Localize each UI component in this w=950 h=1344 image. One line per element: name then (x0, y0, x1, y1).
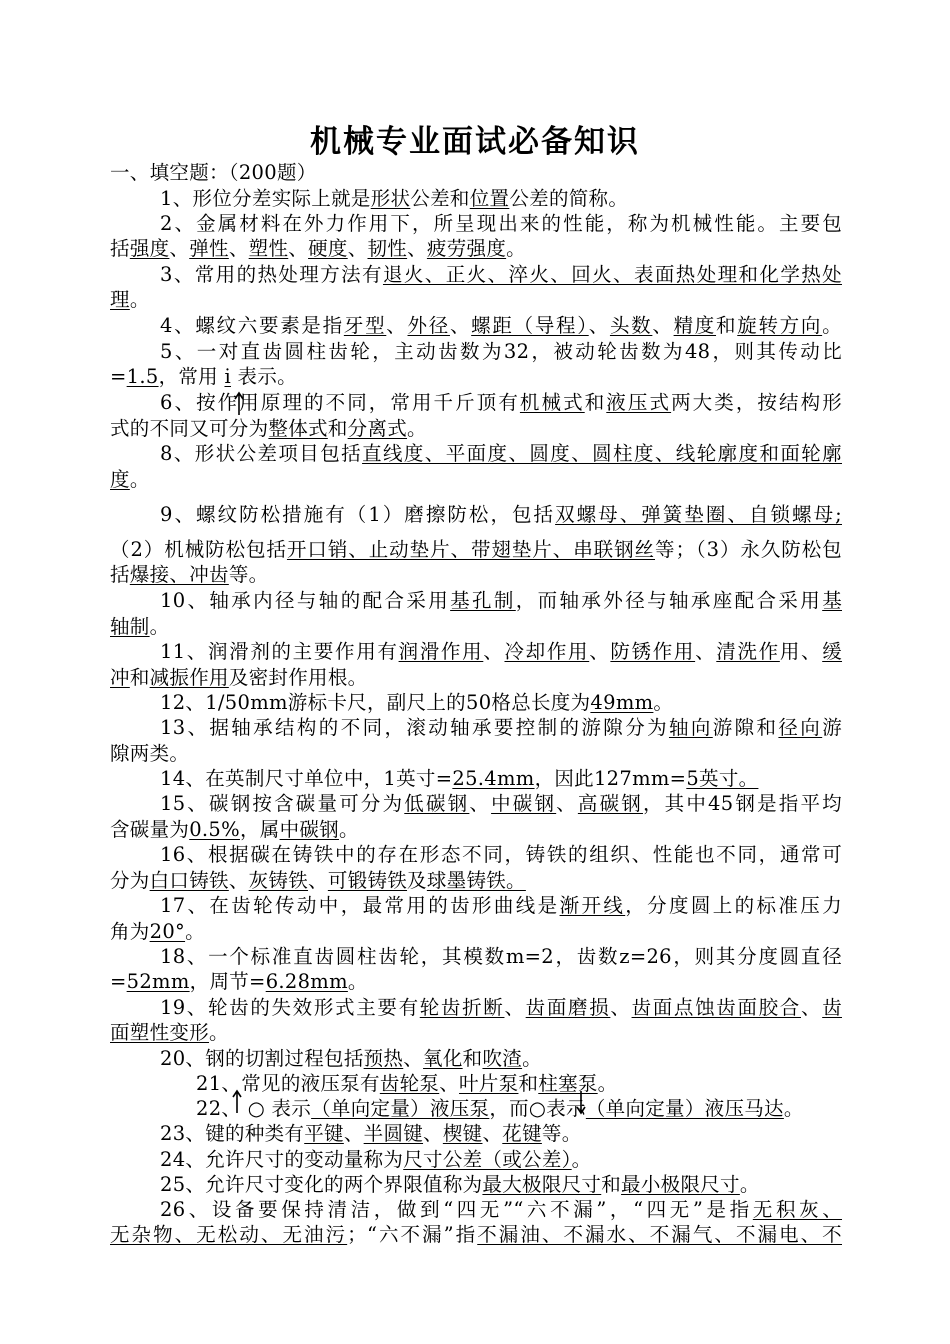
underlined-answer: 球墨铸铁。 (426, 869, 526, 892)
text-line (160, 944, 842, 970)
text-segment: 、 (504, 996, 526, 1019)
underlined-answer: 楔键 (442, 1122, 483, 1145)
text-line (160, 390, 842, 416)
text-segment: 和 (327, 417, 348, 440)
text-segment: 。 (407, 417, 427, 440)
text-segment: 。 (338, 818, 359, 841)
text-segment: 、 (228, 869, 249, 892)
text-segment: 。 (185, 920, 205, 943)
text-line (160, 1197, 842, 1223)
underlined-answer: 旋转方向 (737, 314, 823, 337)
text-line (160, 893, 842, 919)
underlined-answer: 52mm (126, 970, 190, 993)
text-segment: 。 (571, 1148, 592, 1171)
text-segment: 、 (482, 1122, 503, 1145)
text-segment: 12、1/50mm游标卡尺，副尺上的50格总长度为 (160, 691, 591, 714)
text-segment: = (110, 365, 127, 388)
underlined-answer: 5英寸。 (686, 767, 759, 790)
underlined-answer: 弹性 (189, 237, 229, 260)
text-line (160, 186, 842, 212)
text-segment: 括 (110, 563, 130, 586)
underlined-answer: 预热 (363, 1047, 404, 1070)
text-segment: 23、键的种类有 (160, 1122, 305, 1145)
underlined-answer: 白口铸铁 (149, 869, 229, 892)
underlined-answer: 49mm (590, 691, 654, 714)
text-line (160, 211, 842, 237)
text-segment: 括 (110, 237, 130, 260)
text-segment: 15、碳钢按含碳量可分为 (160, 792, 405, 815)
text-segment: 游 (822, 716, 842, 739)
text-segment: 、 (483, 640, 505, 663)
text-segment: 含碳量为 (110, 818, 190, 841)
text-line (160, 842, 842, 868)
text-segment: 、 (403, 1047, 424, 1070)
text-segment: 21、常见的液压泵有 (196, 1072, 380, 1095)
underlined-answer: （单向定量）液压马达 (585, 1097, 784, 1120)
text-segment: 、 (801, 996, 823, 1019)
underlined-answer: 吹渣 (482, 1047, 523, 1070)
underlined-answer: 齿面点蚀齿面胶合 (631, 996, 801, 1019)
text-segment: 两大类，按结构形 (671, 391, 842, 414)
underlined-answer: 0.5% (189, 818, 240, 841)
underlined-answer: 尺寸公差（或公差） (403, 1148, 572, 1171)
text-segment: 26、设备要保持清洁，做到“四无”“六不漏”，“四无”是指 (160, 1198, 753, 1221)
underlined-answer: 轴制 (110, 615, 150, 638)
underlined-answer: 不漏油、不漏水、不漏气、不漏电、不 (477, 1223, 842, 1246)
underlined-answer: 润滑作用 (398, 640, 484, 663)
text-segment: 等。 (541, 1122, 582, 1145)
text-segment: 9、螺纹防松措施有（1）磨擦防松，包括 (160, 503, 556, 526)
underlined-answer: 缓 (822, 640, 843, 663)
text-line (196, 1096, 842, 1122)
text-segment: ，周节= (189, 970, 266, 993)
text-line (110, 537, 842, 563)
underlined-answer: 外径 (407, 314, 450, 337)
underlined-answer: 25.4mm (452, 767, 535, 790)
text-segment: 25、允许尺寸变化的两个界限值称为 (160, 1173, 483, 1196)
underlined-answer: 中碳钢 (491, 792, 557, 815)
text-segment: 。 (739, 1173, 760, 1196)
text-segment: 17、在齿轮传动中，最常用的齿形曲线是 (160, 894, 560, 917)
text-segment: 14、在英制尺寸单位中，1英寸= (160, 767, 453, 790)
text-segment: 式的不同又可分为 (110, 417, 269, 440)
underlined-answer: 退火、正火、淬火、回火、表面热处理和化学热处 (382, 263, 842, 286)
text-line (160, 262, 842, 288)
text-segment: 2、金属材料在外力作用下，所呈现出来的性能，称为机械性能。主要包 (160, 212, 842, 235)
text-line (160, 502, 842, 528)
text-line (160, 1172, 842, 1198)
text-segment: 。 (129, 288, 150, 311)
underlined-answer: 无积灰、 (752, 1198, 843, 1221)
text-segment: 、 (695, 640, 717, 663)
underlined-answer: 硬度 (308, 237, 348, 260)
underlined-answer: 塑性 (248, 237, 289, 260)
text-line (110, 1222, 842, 1248)
text-line (110, 868, 842, 894)
underlined-answer: 韧性 (367, 237, 408, 260)
text-segment: 隙两类。 (110, 742, 190, 765)
text-segment: ，其中45钢是指平均 (642, 792, 842, 815)
underlined-answer: 度 (110, 468, 130, 491)
text-segment: 3、常用的热处理方法有 (160, 263, 383, 286)
underlined-answer: （单向定量）液压泵 (311, 1097, 490, 1120)
underlined-answer: 最小极限尺寸 (621, 1173, 740, 1196)
text-segment: 8、形状公差项目包括 (160, 442, 363, 465)
text-line (110, 665, 842, 691)
text-line (160, 639, 842, 665)
text-segment: 和 (129, 666, 150, 689)
text-line (160, 995, 842, 1021)
text-line (110, 287, 842, 313)
text-segment: 。 (347, 970, 368, 993)
text-segment: 16、根据碳在铸铁中的存在形态不同，铸铁的组织、性能也不同，通常可 (160, 843, 842, 866)
underlined-answer: 6.28mm (265, 970, 348, 993)
text-segment: ，而○表示 (489, 1097, 586, 1120)
text-line (196, 1071, 842, 1097)
underlined-answer: i (224, 365, 232, 388)
text-segment: 20、钢的切割过程包括 (160, 1047, 364, 1070)
text-segment: 4、螺纹六要素是指 (160, 314, 344, 337)
text-segment: 。 (129, 468, 150, 491)
text-segment: 和 (518, 1072, 539, 1095)
underlined-answer: 1.5 (126, 365, 159, 388)
underlined-answer: 面塑性变形 (110, 1021, 210, 1044)
text-segment: 、 (588, 314, 610, 337)
text-line (110, 919, 842, 945)
text-line (160, 1046, 842, 1072)
text-segment: 、 (308, 869, 328, 892)
text-segment: 24、允许尺寸的变动量称为 (160, 1148, 404, 1171)
text-segment: 游隙和 (712, 716, 779, 739)
underlined-answer: 分离式 (347, 417, 408, 440)
text-segment: 公差的简称。 (509, 187, 629, 210)
text-segment: 和 (716, 314, 738, 337)
text-line (160, 339, 842, 365)
text-segment: 角为 (110, 920, 150, 943)
text-segment: 及密封作用根。 (228, 666, 368, 689)
text-segment: 、 (439, 1072, 460, 1095)
text-line (110, 1020, 842, 1046)
text-segment: 18、一个标准直齿圆柱齿轮，其模数m=2，齿数z=26，则其分度圆直径 (160, 945, 842, 968)
underlined-answer: 中碳钢 (279, 818, 339, 841)
text-segment: 。 (653, 691, 674, 714)
text-segment: （2）机械防松包括 (110, 538, 287, 561)
text-line (160, 588, 842, 614)
text-segment: 、 (652, 314, 674, 337)
text-line (160, 791, 842, 817)
text-segment: 。 (597, 1072, 618, 1095)
text-segment: 及 (407, 869, 427, 892)
text-segment: 5、一对直齿圆柱齿轮，主动齿数为32，被动轮齿数为48，则其传动比 (160, 340, 842, 363)
text-line (160, 715, 842, 741)
underlined-answer: 半圆键 (363, 1122, 424, 1145)
text-segment: ，常用 (158, 365, 225, 388)
text-segment: 、 (423, 1122, 443, 1145)
text-segment: ，分度圆上的标准压力 (625, 894, 842, 917)
text-line (110, 467, 842, 493)
text-segment: 。 (209, 1021, 229, 1044)
text-line (110, 364, 842, 390)
underlined-answer: 牙型 (343, 314, 387, 337)
text-segment: 、 (449, 314, 472, 337)
underlined-answer: 氧化 (423, 1047, 463, 1070)
text-segment: 、 (386, 314, 408, 337)
underlined-answer: 疲劳强度 (426, 237, 507, 260)
text-segment: 和 (601, 1173, 622, 1196)
text-segment: 等。 (228, 563, 269, 586)
underlined-answer: 齿面磨损 (525, 996, 611, 1019)
text-segment: 。 (522, 1047, 542, 1070)
underlined-answer: 冲 (110, 666, 130, 689)
text-segment: = (110, 970, 127, 993)
underlined-answer: 高碳钢 (577, 792, 643, 815)
underlined-answer: 防锈作用 (610, 640, 696, 663)
text-segment: 、 (228, 237, 249, 260)
underlined-answer: 开口销、止动垫片、带翅垫片、串联钢丝 (286, 538, 655, 561)
underlined-answer: 可锻铸铁 (327, 869, 408, 892)
text-segment: ，因此127mm= (534, 767, 687, 790)
underlined-answer: 整体式 (268, 417, 328, 440)
text-segment: 。 (506, 237, 526, 260)
underlined-answer: 20° (149, 920, 186, 943)
text-segment: 。 (783, 1097, 804, 1120)
underlined-answer: 液压式 (606, 391, 672, 414)
text-line (160, 766, 842, 792)
underlined-answer: 基孔制 (450, 589, 516, 612)
underlined-answer: 冷却作用 (504, 640, 590, 663)
underlined-answer: 径向 (778, 716, 823, 739)
underlined-answer: 渐开线 (559, 894, 626, 917)
text-segment: 22、 ○ 表示 (196, 1097, 312, 1120)
underlined-answer: 叶片泵 (459, 1072, 519, 1095)
document-title: 机械专业面试必备知识 (310, 124, 640, 160)
text-line (110, 236, 842, 262)
text-segment: ，属 (239, 818, 280, 841)
underlined-answer: 形状 (370, 187, 411, 210)
text-segment: 、 (347, 237, 368, 260)
underlined-answer: 轮齿折断 (419, 996, 505, 1019)
underlined-answer: 爆接、冲齿 (129, 563, 229, 586)
underlined-answer: 低碳钢 (404, 792, 470, 815)
text-line (160, 1147, 842, 1173)
text-segment: 。 (149, 615, 170, 638)
text-line (160, 1121, 842, 1147)
underlined-answer: 清洗作 (716, 640, 780, 663)
underlined-answer: 基 (822, 589, 842, 612)
underlined-answer: 无杂物、无松动、无油污 (110, 1223, 348, 1246)
text-segment: ；“六不漏”指 (347, 1223, 478, 1246)
text-segment: 、 (469, 792, 492, 815)
underlined-answer: 灰铸铁 (248, 869, 309, 892)
underlined-answer: 减振作用 (149, 666, 229, 689)
underlined-answer: 直线度、平面度、圆度、圆柱度、线轮廓度和面轮廓 (362, 442, 842, 465)
text-segment: 分为 (110, 869, 150, 892)
underlined-answer: 头数 (609, 314, 653, 337)
text-segment: 19、轮齿的失效形式主要有 (160, 996, 420, 1019)
text-segment: 13、据轴承结构的不同，滚动轴承要控制的游隙分为 (160, 716, 669, 739)
text-segment: 。 (822, 314, 842, 337)
text-line (110, 562, 842, 588)
text-segment: 用、 (779, 640, 823, 663)
text-line (110, 969, 842, 995)
text-segment: 、 (610, 996, 632, 1019)
text-line (110, 817, 842, 843)
underlined-answer: 位置 (469, 187, 510, 210)
text-line (160, 313, 842, 339)
underlined-answer: 最大极限尺寸 (482, 1173, 602, 1196)
text-segment: 表示。 (231, 365, 297, 388)
underlined-answer: 机械式 (519, 391, 585, 414)
text-segment: 、 (407, 237, 427, 260)
text-segment: 、 (589, 640, 611, 663)
text-segment: 和 (584, 391, 607, 414)
underlined-answer: 齿轮泵 (379, 1072, 440, 1095)
text-segment: 10、轴承内径与轴的配合采用 (160, 589, 451, 612)
text-segment: 、 (288, 237, 309, 260)
text-segment: ，而轴承外径与轴承座配合采用 (515, 589, 823, 612)
text-line (110, 614, 842, 640)
text-segment: 1、形位分差实际上就是 (160, 187, 371, 210)
text-segment: 和 (462, 1047, 483, 1070)
underlined-answer: 柱塞泵 (538, 1072, 598, 1095)
underlined-answer: 花键 (502, 1122, 542, 1145)
text-segment: 等；（3）永久防松包 (655, 538, 842, 561)
underlined-answer: 精度 (673, 314, 717, 337)
text-line (160, 690, 842, 716)
underlined-answer: 理 (110, 288, 130, 311)
text-line (110, 416, 842, 442)
underlined-answer: 双螺母、弹簧垫圈、自锁螺母; (555, 503, 842, 526)
underlined-answer: 齿 (822, 996, 842, 1019)
underlined-answer: 螺距（导程） (471, 314, 589, 337)
underlined-answer: 轴向 (668, 716, 713, 739)
text-segment: 11、润滑剂的主要作用有 (160, 640, 399, 663)
underlined-answer: 强度 (129, 237, 170, 260)
text-line (110, 741, 842, 767)
text-segment: 、 (343, 1122, 364, 1145)
text-segment: 、 (556, 792, 578, 815)
underlined-answer: 平键 (304, 1122, 344, 1145)
text-segment: 公差和 (410, 187, 470, 210)
text-segment: 6、按作用原理的不同，常用千斤顶有 (160, 391, 520, 414)
section-heading: 一、填空题：（200题） (110, 161, 317, 184)
text-line (160, 441, 842, 467)
text-segment: 、 (169, 237, 190, 260)
